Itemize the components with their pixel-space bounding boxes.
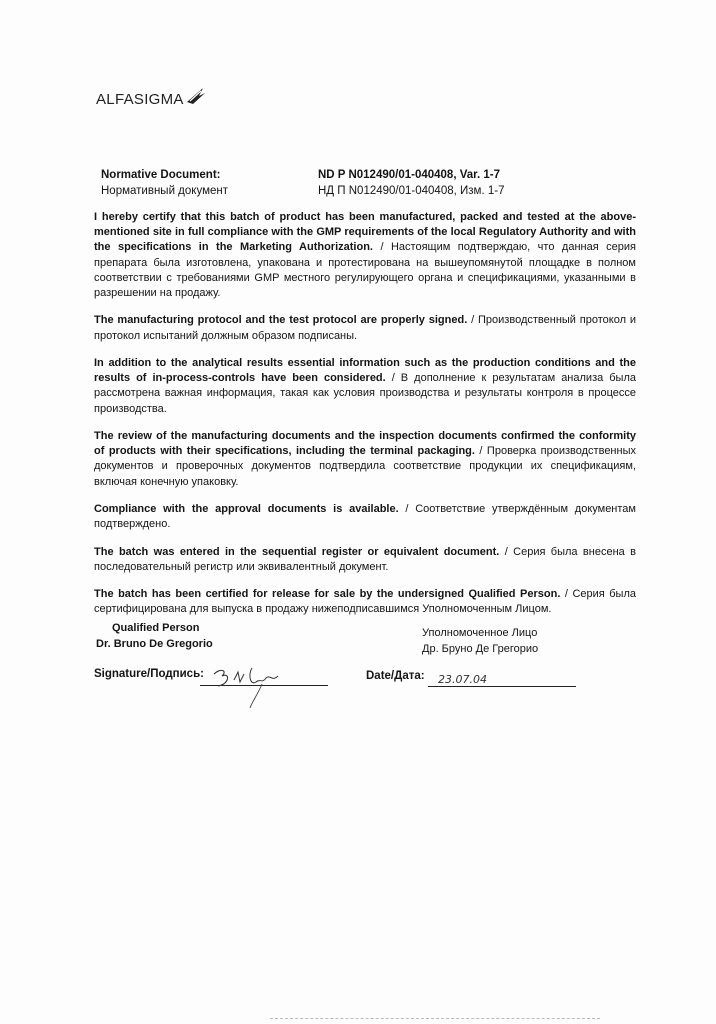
signatory-ru (422, 625, 538, 657)
paragraph-7-ru: / Серия была сертифицирована для выпуска в продажу нижеподписавшимся Уполномоченным Лицом. (94, 588, 636, 616)
paragraph-4 (94, 429, 636, 490)
date-value: 23.07.04 (438, 673, 487, 686)
normative-values (318, 167, 618, 199)
normative-value-ru: НД П N012490/01-040408, Изм. 1-7 (318, 185, 505, 197)
signatory-en (96, 621, 213, 652)
handwritten-signature (200, 660, 300, 710)
paragraph-1-ru: / Настоящим подтверждаю, что данная серия препарата была изготовлена, упакована и протестирована на вышеупомянутой площадке в полном соответствии с требованиями GMP местного регулирующего органа и спецификациями, указанными в разрешении на продажу. (94, 241, 636, 300)
handwritten-date (430, 669, 510, 691)
signature-label: Signature/Подпись: (94, 668, 204, 680)
paragraph-2-en: The manufacturing protocol and the test protocol are properly signed. (94, 314, 468, 327)
paragraph-6-en: The batch was entered in the sequential register or equivalent document. (94, 545, 500, 558)
paragraph-5-en: Compliance with the approval documents is available. (94, 503, 399, 515)
signatory-title-en: Qualified Person (112, 622, 200, 634)
paragraph-5-ru: / Соответствие утверждённым документам подтверждено. (94, 503, 636, 531)
paragraph-2 (94, 313, 636, 343)
paragraph-7 (94, 587, 636, 617)
paragraph-7-en: The batch has been certified for release for sale by the undersigned Qualified Person. (94, 588, 561, 601)
normative-labels (101, 167, 311, 199)
logo-mark-icon (185, 84, 207, 106)
normative-label-ru: Нормативный документ (101, 185, 228, 197)
certification-text (94, 210, 636, 630)
footer-dashed-line (270, 1018, 600, 1019)
paragraph-4-en: The review of the manufacturing documents and the inspection documents confirmed the conformity of products with their specifications, including the terminal packaging. (94, 430, 636, 458)
signatory-name-ru: Др. Бруно Де Грегорио (422, 643, 539, 655)
signatory-title-ru: Уполномоченное Лицо (422, 627, 538, 639)
paragraph-4-ru: / Проверка производственных документов и проверочных документов подтвердила соответствие продукции их спецификациям, включая конечную упаковку. (94, 445, 636, 488)
paragraph-1-en: I hereby certify that this batch of product has been manufactured, packed and tested at the above-mentioned site in full compliance with the GMP requirements of the local Regulatory Authority and with the specifications in the Marketing Authorization. (94, 211, 636, 254)
date-label: Date/Дата: (366, 670, 425, 682)
paragraph-6-ru: / Серия была внесена в последовательный регистр или эквивалентный документ. (94, 545, 636, 573)
paragraph-2-ru: / Производственный протокол и протокол испытаний должным образом подписаны. (94, 314, 637, 342)
normative-value-en: ND P N012490/01-040408, Var. 1-7 (318, 169, 501, 181)
signatory-name-en: Dr. Bruno De Gregorio (96, 637, 213, 650)
paragraph-6 (94, 545, 636, 575)
paragraph-5 (94, 502, 636, 532)
paragraph-3-en: In addition to the analytical results essential information such as the production conditions and the results of in-process-controls have been considered. (94, 357, 636, 385)
paragraph-3 (94, 356, 636, 417)
company-logo (96, 84, 207, 108)
paragraph-3-ru: / В дополнение к результатам анализа была рассмотрена важная информация, такая как условия производства и результаты контроля в процессе производства. (94, 372, 636, 415)
normative-label-en: Normative Document: (101, 169, 221, 181)
logo-text: ALFASIGMA (96, 91, 184, 108)
paragraph-1 (94, 210, 636, 301)
